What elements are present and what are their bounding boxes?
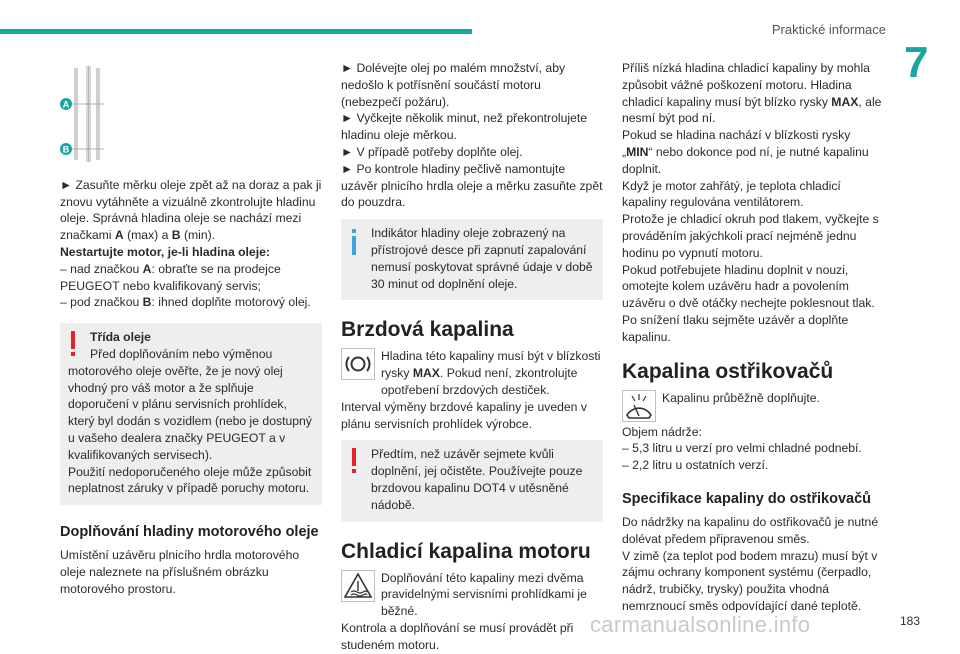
warning-title: Třída oleje [90, 330, 151, 345]
header-accent-bar [0, 29, 472, 34]
section-heading-brake-fluid: Brzdová kapalina [341, 318, 514, 342]
tank-volume-other: – 2,2 litru u ostatních verzí. [622, 458, 769, 473]
warning-text: Před doplňováním nebo výměnou motorového oleje ověřte, že je nový olej vhodný pro váš motor a že splňuje doporučení v plánu servisních prohlídek, který byl dodán s vozidlem (nebo je dostupný u vašeho dealera značky PEUGEOT a v kvalifikovaných servisech). [68, 346, 312, 462]
warning-text: Předtím, než uzávěr sejmete kvůli doplnění, jej očistěte. Používejte pouze brzdovou kapalinu DOT4 v utěsněné nádobě. [371, 447, 583, 512]
washer-refill-paragraph: Kapalinu průběžně doplňujte. [662, 390, 820, 405]
coolant-paragraph-1: Doplňování této kapaliny mezi dvěma pravidelnými servisními prohlídkami je běžné. [381, 570, 587, 619]
brake-interval-paragraph: Interval výměny brzdové kapaliny je uveden v plánu servisních prohlídek výrobce. [341, 399, 587, 431]
brake-fluid-paragraph: Hladina této kapaliny musí být v blízkosti rysky MAX. Pokud není, zkontrolujte opotřebení brzdových destiček. [381, 349, 601, 397]
oil-cap-location-paragraph: Umístění uzávěru plnicího hrdla motorového oleje naleznete na příslušném obrázku motorového prostoru. [60, 548, 300, 596]
oil-step-1: ► Dolévejte olej po malém množství, aby nedošlo k potřísnění součástí motoru (nebezpečí požáru). [341, 61, 566, 109]
column-2 [341, 60, 603, 654]
brake-fluid-icon [341, 348, 375, 380]
coolant-icon [341, 570, 375, 602]
chapter-number: 7 [904, 38, 929, 87]
page-header-title: Praktické informace [771, 22, 886, 37]
list-item-above-a: – nad značkou A: obraťte se na prodejce PEUGEOT nebo kvalifikovaný servis; [60, 261, 281, 293]
dipstick-illustration [60, 66, 160, 162]
oil-step-3: ► V případě potřeby doplňte olej. [341, 144, 523, 159]
washer-spec-paragraph-2: V zimě (za teplot pod bodem mrazu) musí být v zájmu ochrany komponent systému (čerpadlo, nádrž, trubičky, trysky) použita vhodná nemrznoucí směs odpovídající dané teplotě. [622, 548, 878, 613]
oil-step-2: ► Vyčkejte několik minut, než překontrolujete hladinu oleje měrkou. [341, 111, 587, 143]
coolant-refill-paragraph: Po snížení tlaku sejměte uzávěr a doplňte kapalinu. [622, 312, 849, 344]
info-text: Indikátor hladiny oleje zobrazený na přístrojové desce při zapnutí zapalování nemusí poskytovat správné údaje v době 30 minut od doplnění oleje. [371, 226, 593, 291]
warning-box-brake-cap [341, 440, 603, 521]
marker-b-label: B [62, 144, 70, 155]
washer-fluid-icon [622, 390, 656, 422]
tank-volume-cold: – 5,3 litru u verzí pro velmi chladné podnebí. [622, 441, 862, 456]
section-heading-coolant: Chladicí kapalina motoru [341, 539, 591, 563]
section-heading-washer-fluid: Kapalina ostřikovačů [622, 359, 834, 383]
coolant-pressure-paragraph: Protože je chladicí okruh pod tlakem, vyčkejte s prováděním jakýchkoli prací nejméně jednu hodinu po vypnutí motoru. [622, 212, 879, 260]
list-item-below-b: – pod značkou B: ihned doplňte motorový olej. [60, 295, 311, 310]
coolant-min-paragraph: Pokud se hladina nachází v blízkosti rysky „MIN“ nebo dokonce pod ní, je nutné kapalinu doplnit. [622, 128, 869, 176]
oil-step-4: ► Po kontrole hladiny pečlivě namontujte uzávěr plnicího hrdla oleje a měrku zasuňte zpět do pouzdra. [341, 161, 603, 210]
warning-exclamation-icon [70, 331, 76, 357]
column-1 [60, 60, 322, 598]
section-heading-washer-spec: Specifikace kapaliny do ostřikovačů [622, 490, 872, 507]
do-not-start-heading: Nestartujte motor, je-li hladina oleje: [60, 244, 270, 259]
coolant-level-paragraph: Příliš nízká hladina chladicí kapaliny by mohla způsobit vážné poškození motoru. Hladina chladicí kapaliny musí být blízko rysky MAX, ale nesmí být pod ní. [622, 61, 882, 126]
info-box-oil-indicator [341, 219, 603, 300]
marker-a-label: A [62, 99, 70, 110]
info-icon [351, 229, 357, 255]
tank-volume-label: Objem nádrže: [622, 424, 702, 439]
watermark: carmanualsonline.info [590, 612, 811, 637]
page-number: 183 [899, 614, 920, 628]
section-heading-oil-refill: Doplňování hladiny motorového oleje [60, 524, 319, 541]
coolant-paragraph-2: Kontrola a doplňování se musí provádět při studeném motoru. [341, 620, 574, 652]
coolant-fan-paragraph: Když je motor zahřátý, je teplota chladicí kapaliny regulována ventilátorem. [622, 178, 841, 210]
column-3 [622, 60, 884, 615]
coolant-emergency-paragraph: Pokud potřebujete hladinu doplnit v nouzi, omotejte kolem uzávěru hadr a povolením uzávěru o dvě otáčky nechejte poklesnout tlak. [622, 262, 875, 311]
washer-spec-paragraph-1: Do nádržky na kapalinu do ostřikovačů je nutné dolévat předem připravenou směs. [622, 514, 879, 546]
dipstick-check-paragraph: ► Zasuňte měrku oleje zpět až na doraz a pak ji znovu vytáhněte a vizuálně zkontrolujte hladinu oleje. Správná hladina oleje se nachází mezi značkami A (max) a B (min). [60, 177, 322, 243]
warning-exclamation-icon [351, 448, 357, 474]
warning-text-2: Použití nedoporučeného oleje může způsobit neplatnost záruky v případě poruchy motoru. [68, 464, 312, 496]
warning-box-oil-class [60, 323, 322, 505]
